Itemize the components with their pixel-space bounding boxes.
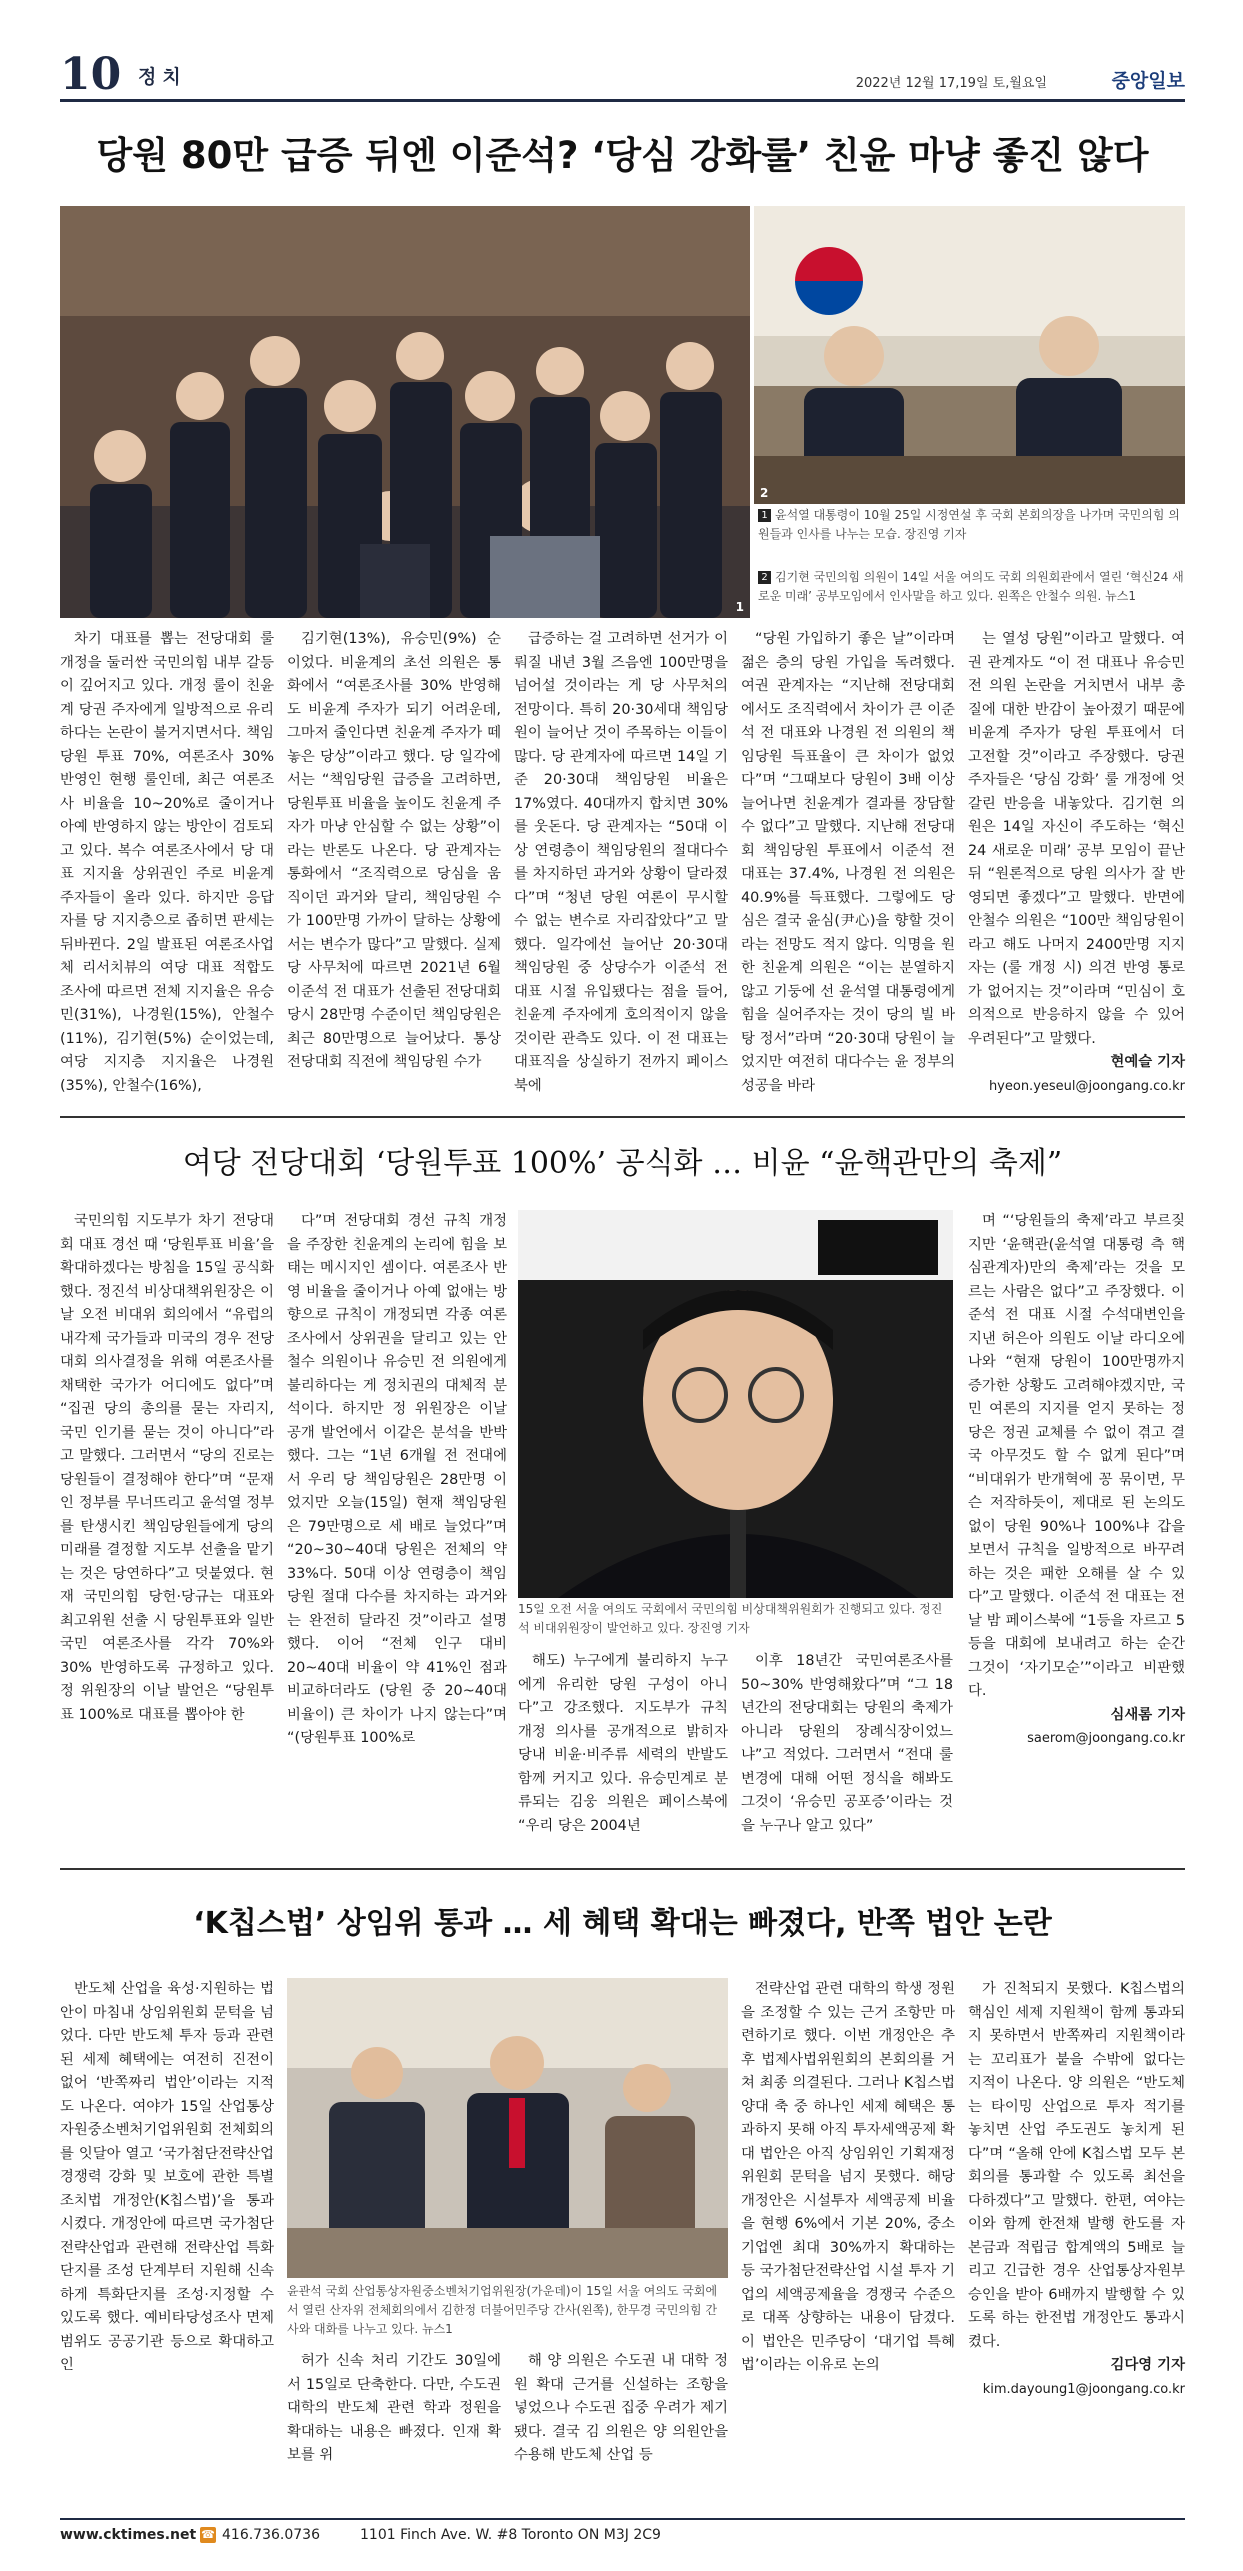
flag-emblem <box>795 247 863 315</box>
article3-headline: ‘K칩스법’ 상임위 통과 … 세 혜택 확대는 빠졌다, 반쪽 법안 논란 <box>193 1906 1052 1941</box>
article2-caption: 15일 오전 서울 여의도 국회에서 국민의힘 비상대책위원회가 진행되고 있다. 정진석 비대위원장이 발언하고 있다. 장진영 기자 <box>518 1602 943 1635</box>
page-header <box>60 49 1185 102</box>
phone-number: 416.736.0736 <box>222 2527 320 2543</box>
website-link[interactable]: www.cktimes.net <box>60 2527 197 2543</box>
article3-email: kim.dayoung1@joongang.co.kr <box>982 2381 1185 2397</box>
article2-column-4: 이후 18년간 국민여론조사를 50~30% 반영해왔다”며 “그 18년간의 전당대회는 당원의 축제가 아니라 당원의 장례식장이었느냐”고 적었다. 그러면서 “전대 룰 변경에 대해 어떤 정식을 해봐도 그것이 ‘유승민 공포증’이라는 것을 누구나 알고 있다” <box>741 1653 953 1834</box>
caption-marker: 2 <box>758 571 771 584</box>
article3-column-3: 해 양 의원은 수도권 내 대학 정원 확대 근거를 신설하는 조항을 넣었으나 수도권 집중 우려가 제기됐다. 결국 김 의원은 양 의원안을 수용해 반도체 산업 등 <box>514 2353 728 2463</box>
article2-column-5: 며 “‘당원들의 축제’라고 부르짖지만 ‘윤핵관(윤석열 대통령 측 핵심관계자)만의 축제’라는 것을 모르는 사람은 없다”고 주장했다. 이준석 전 대표 시절 수석대변인을 지낸 허은아 의원도 이날 라디오에 나와 “현재 당원이 100만명까지 증가한 상황도 고려해야겠지만, 국민 여론의 지지를 얻지 못하는 정당은 정권 교체를 수 없이 겪고 결국 아무것도 할 수 없게 된다”며 “비대위가 반개혁에 꽁 묶이면, 무슨 저작하듯이, 제대로 된 논의도 없이 당원 90%나 100%냐 갑을 보면서 규칙을 일방적으로 바꾸려하는 것은 패한 오해를 살 수 있다”고 말했다. 이준석 전 대표는 전날 밤 페이스북에 “1등을 자르고 5등을 대회에 보내려고 하는 순간 그것이 ‘자기모순’”이라고 비판했다. 심새롬 기자 saerom@joongang.co.kr <box>968 1210 1185 1830</box>
section-divider <box>60 1868 1185 1870</box>
photo-number-tag: 1 <box>735 600 744 614</box>
section-divider <box>60 1116 1185 1118</box>
article3-column-5: 가 진척되지 못했다. K칩스법의 핵심인 세제 지원책이 함께 통과되지 못하면서 반쪽짜리 지원책이라는 꼬리표가 붙을 수밖에 없다는 지적이 나온다. 양 의원은 “반도체는 타이밍 산업으로 투자 적기를 놓치면 산업 주도권도 놓치게 된다”며 “올해 안에 K칩스법 모두 본회의를 통과할 수 있도록 최선을 다하겠다”고 말했다. 한편, 여야는 이와 함께 한전채 발행 한도를 자본금과 적립금 합계액의 5배로 늘리고 긴급한 경우 산업통상자원부 승인을 받아 6배까지 발행할 수 있도록 하는 한전법 개정안도 통과시켰다. 김다영 기자 kim.dayoung1@joongang.co.kr <box>968 1978 1185 2498</box>
article2-byline: 심새롬 기자 <box>1110 1706 1185 1723</box>
article1-column-2: 김기현(13%), 유승민(9%) 순이었다. 비윤계의 초선 의원은 통화에서 “여론조사를 30% 반영해도 비윤계 주자가 되기 어려운데, 그마저 줄인다면 친윤계 주자가 떼놓은 당상”이라고 했다. 당 일각에서는 “책임당원 급증을 고려하면, 당원투표 비율을 높이도 친윤계 주자가 마냥 안심할 수 없는 상황”이라는 반론도 나온다. 당 관계자는 통화에서 “조직력으로 당심을 움직이던 과거와 달리, 책임당원 수가 100만명 가까이 달하는 상황에서는 변수가 많다”고 말했다. 실제 당 사무처에 따르면 2021년 6월 이준석 전 대표가 선출된 전당대회 당시 28만명 수준이던 책임당원은 최근 80만명으로 늘어났다. 통상 전당대회 직전에 책임당원 수가 <box>287 631 501 1070</box>
address: 1101 Finch Ave. W. #8 Toronto ON M3J 2C9 <box>360 2527 661 2543</box>
article2-column-3: 해도) 누구에게 불리하지 누구에게 유리한 당원 구성이 아니다”고 강조했다. 지도부가 규칙 개정 의사를 공개적으로 밝히자 당내 비윤·비주류 세력의 반발도 함께 커지고 있다. 유승민계로 분류되는 김웅 의원은 페이스북에 “우리 당은 2004년 <box>518 1653 728 1834</box>
article3-byline: 김다영 기자 <box>1110 2357 1185 2373</box>
article1-column-1: 차기 대표를 뽑는 전당대회 룰 개정을 둘러싼 국민의힘 내부 갈등이 깊어지고 있다. 개정 룰이 친윤계 당권 주자에게 일방적으로 유리하다는 논란이 불거지면서다. 책임당원 투표 70%, 여론조사 30% 반영인 현행 룰인데, 최근 여론조사 비율을 10~20%로 줄이거나 아예 반영하지 않는 방안이 검토되고 있다. 복수 여론조사에서 당 대표 지지율 상위권인 주로 비윤계 주자들이 올라 있다. 하지만 응답자를 당 지지층으로 좁히면 판세는 뒤바뀐다. 2일 발표된 여론조사업체 리서치뷰의 여당 대표 적합도 조사에 따르면 전체 지지율은 유승민(31%), 나경원(15%), 안철수(11%), 김기현(5%) 순이었는데, 여당 지지층 지지율은 나경원(35%), 안철수(16%), <box>60 631 274 1094</box>
article1-caption-2: 2 김기현 국민의힘 의원이 14일 서울 여의도 국회 의원회관에서 열린 ‘혁신24 새로운 미래’ 공부모임에서 인사말을 하고 있다. 왼쪽은 안철수 의원. 뉴스1 <box>758 570 1184 603</box>
article1-email: hyeon.yeseul@joongang.co.kr <box>988 1078 1185 1094</box>
article1-column-5: 는 열성 당원”이라고 말했다. 여권 관계자도 “이 전 대표나 유승민 전 의원 논란을 거치면서 내부 총질에 대한 반감이 높아졌기 때문에 비윤계 주자가 당원 투표에서 더 고전할 것”이라고 주장했다. 당권 주자들은 ‘당심 강화’ 룰 개정에 엇갈린 반응을 내놓았다. 김기현 의원은 14일 자신이 주도하는 ‘혁신24 새로운 미래’ 공부 모임이 끝난 뒤 “원론적으로 당원 의사가 잘 반영되면 좋겠다”고 말했다. 반면에 안철수 의원은 “100만 책임당원이라고 해도 나머지 2400만명 지지자는 (룰 개정 시) 의견 반영 통로가 없어지는 것”이라며 “민심이 호의적으로 반응하지 않을 수 있어 우려된다”고 말했다. 현예슬 기자 hyeon.yeseul@joongang.co.kr <box>968 628 1185 1108</box>
article3-photo <box>287 1978 728 2278</box>
article3-column-4: 전략산업 관련 대학의 학생 정원을 조정할 수 있는 근거 조항만 마련하기로 했다. 이번 개정안은 추후 법제사법위원회의 본회의를 거쳐 최종 의결된다. 그러나 K칩스법 양대 축 중 하나인 세제 혜택은 통과하지 못해 아직 투자세액공제 확대 법안은 아직 상임위인 기획재정위원회 문턱을 넘지 못했다. 해당 개정안은 시설투자 세액공제 비율을 현행 6%에서 기본 20%, 중소기업엔 최대 30%까지 확대하는 등 국가첨단전략산업 시설 투자 기업의 세액공제율을 경쟁국 수준으로 대폭 상향하는 내용이 담겼다. 이 법안은 민주당이 ‘대기업 특혜법’이라는 이유로 논의 <box>741 1981 955 2373</box>
article1-headline: 당원 80만 급증 뒤엔 이준석? ‘당심 강화룰’ 친윤 마냥 좋진 않다 <box>96 134 1149 177</box>
page-number: 10 <box>60 49 122 100</box>
article2-photo <box>518 1210 953 1598</box>
section-label: 정치 <box>138 66 187 88</box>
article3-caption: 윤관석 국회 산업통상자원중소벤처기업위원장(가운데)이 15일 서울 여의도 국회에서 열린 산자위 전체회의에서 김한정 더불어민주당 간사(왼쪽), 한무경 국민의힘 간사와 대화를 나누고 있다. 뉴스1 <box>287 2284 718 2336</box>
photo-number-tag: 2 <box>760 486 769 500</box>
phone-icon: ☎ <box>201 2528 215 2541</box>
article2-column-2: 다”며 전당대회 경선 규칙 개정을 주장한 친윤계의 논리에 힘을 보태는 메시지인 셈이다. 여론조사 반영 비율을 줄이거나 아예 없애는 방향으로 규칙이 개정되면 각종 여론조사에서 상위권을 달리고 있는 안철수 의원이나 유승민 전 의원에게 불리하다는 게 정치권의 대체적 분석이다. 하지만 정 위원장은 이날 공개 발언에서 이같은 분석을 반박했다. 그는 “1년 6개월 전 전대에서 우리 당 책임당원은 28만명 이었지만 오늘(15일) 현재 책임당원은 79만명으로 세 배로 늘었다”며 “20~30~40대 당원은 전체의 약 33%다. 50대 이상 연령층이 책임당원 절대 다수를 차지하는 과거와는 완전히 달라진 것”이라고 설명했다. 이어 “전체 인구 대비 20~40대 비율이 약 41%인 점과 비교하더라도 (당원 중 20~40대 비율이) 큰 차이가 나지 않는다”며 “(당원투표 100%로 <box>287 1213 507 1746</box>
two-politicians-illustration <box>754 206 1185 504</box>
caption-marker: 1 <box>758 509 771 522</box>
article1-caption-1: 1 윤석열 대통령이 10월 25일 시정연설 후 국회 본회의장을 나가며 국민의힘 의원들과 인사를 나누는 모습. 장진영 기자 <box>758 508 1180 541</box>
article2-email: saerom@joongang.co.kr <box>1027 1731 1185 1746</box>
page-footer <box>60 2518 1185 2548</box>
article3-column-1: 반도체 산업을 육성·지원하는 법안이 마침내 상임위원회 문턱을 넘었다. 다만 반도체 투자 등과 관련된 세제 혜택에는 여전히 진전이 없어 ‘반쪽짜리 법안’이라는 지적도 나온다. 여야가 15일 산업통상자원중소벤처기업위원회 전체회의를 잇달아 열고 ‘국가첨단전략산업 경쟁력 강화 및 보호에 관한 특별조치법 개정안(K칩스법)’을 통과시켰다. 개정안에 따르면 국가첨단전략산업과 관련해 전략산업 특화 단지를 조성 단계부터 지원해 신속하게 특화단지를 조성·지정할 수 있도록 했다. 예비타당성조사 면제 범위도 공공기관 등으로 확대하고 인 <box>60 1981 274 2373</box>
article1-photo-1 <box>60 206 750 618</box>
article1-photo-2 <box>754 206 1185 504</box>
article2-headline: 여당 전당대회 ‘당원투표 100%’ 공식화 … 비윤 “윤핵관만의 축제” <box>182 1146 1063 1181</box>
issue-date: 2022년 12월 17,19일 토,월요일 <box>855 76 1047 91</box>
speaker-portrait-illustration <box>518 1210 953 1598</box>
article1-column-4: “당원 가입하기 좋은 날”이라며 젊은 층의 당원 가입을 독려했다. 여권 관계자는 “지난해 전당대회에서도 조직력에서 차이가 큰 이준석 전 대표와 나경원 전 의원의 책임당원 득표율이 큰 차이가 없었다”며 “그때보다 당원이 3배 이상 늘어나면 친윤계가 결과를 장담할 수 없다”고 말했다. 지난해 전당대회 책임당원 투표에서 이준석 전 대표는 37.4%, 나경원 전 의원은 40.9%를 득표했다. 그렇에도 당심은 결국 윤심(尹心)을 향할 것이라는 전망도 적지 않다. 익명을 원한 친윤계 의원은 “이는 분열하지 않고 기둥에 선 윤석열 대통령에게 힘을 실어주자는 것이 당의 빌 바탕 정서”라며 “20·30대 당원이 늘었지만 여전히 대다수는 윤 정부의 성공을 바라 <box>741 631 955 1094</box>
newspaper-logo: 중앙일보 <box>1111 70 1185 92</box>
committee-meeting-illustration <box>287 1978 728 2278</box>
assembly-crowd-illustration <box>60 206 750 618</box>
article1-column-3: 급증하는 걸 고려하면 선거가 이뤄질 내년 3월 즈음엔 100만명을 넘어설 것이라는 게 당 사무처의 전망이다. 특히 20·30세대 책임당원이 늘어난 것이 주목하는 이들이 많다. 당 관계자에 따르면 14일 기준 20·30대 책임당원 비율은 17%였다. 40대까지 합치면 30%를 웃돈다. 당 관계자는 “50대 이상 연령층이 책임당원의 절대다수를 차지하던 과거와 상황이 달라졌다”며 “청년 당원 여론이 무시할 수 없는 변수로 자리잡았다”고 말했다. 일각에선 늘어난 20·30대 책임당원 중 상당수가 이준석 전 대표 시절 유입됐다는 점을 들어, 친윤계 주자에게 호의적이지 않을 것이란 관측도 있다. 이 전 대표는 대표직을 상실하기 전까지 페이스북에 <box>514 631 728 1094</box>
article2-column-1: 국민의힘 지도부가 차기 전당대회 대표 경선 때 ‘당원투표 비율’을 확대하겠다는 방침을 15일 공식화했다. 정진석 비상대책위원장은 이날 오전 비대위 회의에서 “유럽의 내각제 국가들과 미국의 경우 전당대회 의사결정을 위해 여론조사를 채택한 국가가 어디에도 없다”며 “집권 당의 총의를 묻는 자리지, 국민 인기를 묻는 것이 아니다”라고 말했다. 그러면서 “당의 진로는 당원들이 결정해야 한다”며 “문재인 정부를 무너뜨리고 윤석열 정부를 탄생시킨 책임당원들에게 당의 미래를 결정할 지도부 선출을 맡기는 것은 당연하다”고 덧붙였다. 현재 국민의힘 당헌·당규는 대표와 최고위원 선출 시 당원투표와 일반국민 여론조사를 각각 70%와 30% 반영하도록 규정하고 있다. 정 위원장의 이날 발언은 “당원투표 100%로 대표를 뽑아야 한 <box>60 1213 274 1723</box>
article3-column-2: 허가 신속 처리 기간도 30일에서 15일로 단축한다. 다만, 수도권 대학의 반도체 관련 학과 정원을 확대하는 내용은 빠졌다. 인재 확보를 위 <box>287 2353 501 2463</box>
article1-byline: 현예슬 기자 <box>1110 1054 1185 1070</box>
